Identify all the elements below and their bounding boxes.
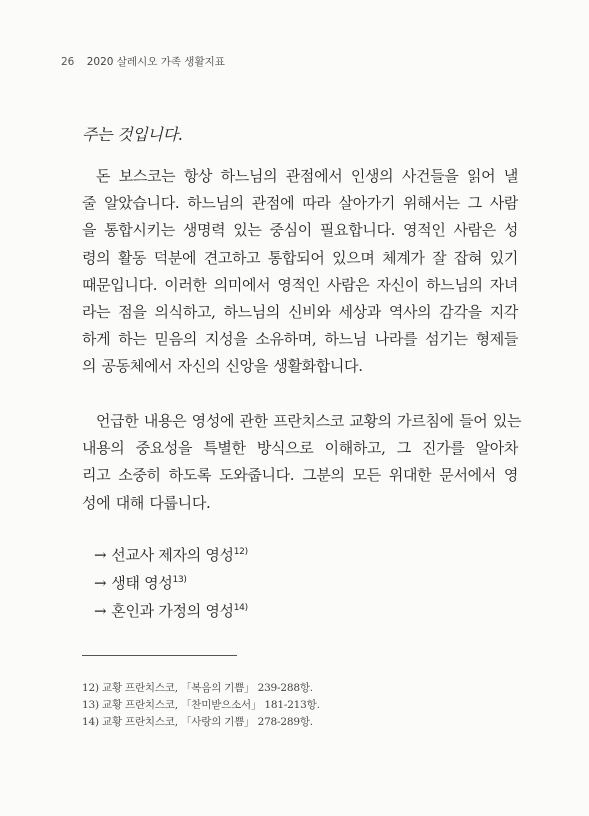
running-header (61, 54, 225, 69)
paragraph-line: 돈 보스코는 항상 하느님의 관점에서 인생의 사건들을 읽어 낼 (96, 167, 518, 185)
footnote: 14) 교황 프란치스코, 「사랑의 기쁨」 278-289항. (82, 716, 313, 728)
paragraph-line: 령의 활동 덕분에 견고하고 통합되어 있으며 체계가 잘 잡혀 있기 (82, 248, 518, 267)
footnote-ref: 12) (233, 547, 248, 557)
arrow-icon: → (94, 574, 107, 592)
page-number: 26 (61, 56, 75, 68)
footnote-ref: 14) (233, 603, 248, 613)
spirituality-list (94, 538, 248, 622)
paragraph-don-bosco (82, 163, 518, 381)
footnotes (82, 680, 320, 731)
list-item-text: 선교사 제자의 영성 (111, 546, 234, 564)
book-title: 2020 살레시오 가족 생활지표 (86, 56, 225, 68)
list-item (94, 538, 248, 566)
arrow-icon: → (94, 546, 107, 564)
list-item (94, 594, 248, 622)
footnote: 13) 교황 프란치스코, 「찬미받으소서」 181-213항. (82, 699, 320, 711)
paragraph-line: 언급한 내용은 영성에 관한 프란치스코 교황의 가르침에 들어 있는 (96, 412, 522, 430)
arrow-icon: → (94, 602, 107, 620)
list-item-text: 혼인과 가정의 영성 (111, 602, 234, 620)
paragraph-line: 때문입니다. 이러한 의미에서 영적인 사람은 자신이 하느님의 자녀 (82, 275, 518, 294)
paragraph-line: 성에 대해 다룹니다. (82, 493, 211, 512)
paragraph-line: 하게 하는 믿음의 지성을 소유하며, 하느님 나라를 섬기는 형제들 (82, 330, 518, 349)
list-item (94, 566, 248, 594)
paragraph-line: 을 통합시키는 생명력 있는 중심이 필요합니다. 영적인 사람은 성 (82, 221, 518, 240)
footnote-divider (82, 655, 237, 656)
paragraph-line: 내용의 중요성을 특별한 방식으로 이해하고, 그 진가를 알아차 (82, 439, 518, 458)
footnote-ref: 13) (172, 575, 187, 585)
paragraph-teaching (82, 408, 522, 517)
paragraph-line: 의 공동체에서 자신의 신앙을 생활화합니다. (82, 357, 363, 376)
footnote: 12) 교황 프란치스코, 「복음의 기쁨」 239-288항. (82, 682, 313, 694)
list-item-text: 생태 영성 (111, 574, 173, 592)
paragraph-line: 라는 점을 의식하고, 하느님의 신비와 세상과 역사의 감각을 지각 (82, 303, 518, 322)
paragraph-line: 리고 소중히 하도록 도와줍니다. 그분의 모든 위대한 문서에서 영 (82, 466, 518, 485)
paragraph-line: 줄 알았습니다. 하느님의 관점에 따라 살아가기 위해서는 그 사람 (82, 194, 518, 213)
lead-sentence: 주는 것입니다. (82, 125, 183, 144)
